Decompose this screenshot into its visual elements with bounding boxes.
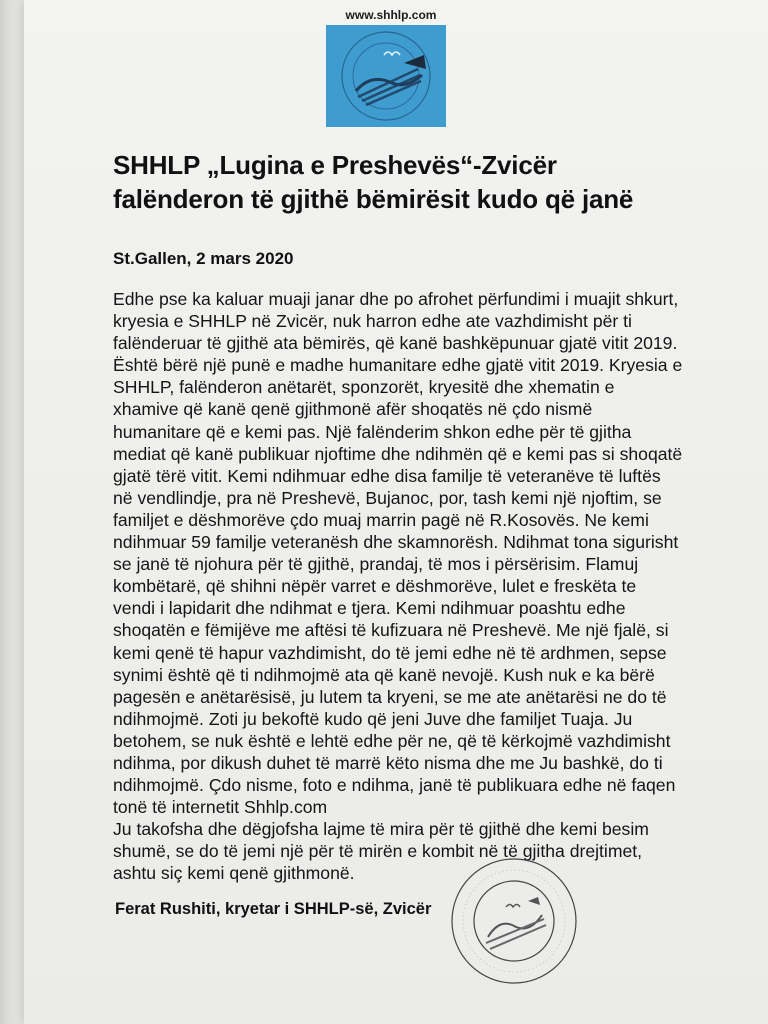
website-url: www.shhlp.com (345, 8, 437, 22)
title-line-2: falënderon të gjithë bëmirësit kudo që janë (113, 184, 634, 214)
body-line: synimi është që ti ndihmojmë ata që kanë nevojë. Kush nuk e ka bërë (113, 664, 655, 685)
signature-line: Ferat Rushiti, kryetar i SHHLP-së, Zvicër (115, 900, 432, 918)
letter-body (113, 288, 753, 885)
body-line: vendi i lapidarit dhe ndihmat e tjera. Kemi ndihmuar poashtu edhe (113, 598, 626, 619)
body-line: kombëtarë, që shihni nëpër varret e dëshmorëve, lulet e freskëta te (113, 576, 637, 597)
body-line: ndihma, por dikush duhet të marrë këto nisma dhe me Ju bashkë, do ti (113, 752, 663, 773)
body-line: shoqatën e fëmijëve me aftësi të kufizuara në Preshevë. Me një fjalë, si (113, 620, 669, 641)
body-line: ndihmojmë. Zoti ju bekoftë kudo që jeni Juve dhe familjet Tuaja. Ju (113, 708, 633, 729)
body-line: betohem, se nuk është e lehtë edhe për ne, që të kërkojmë vazhdimisht (113, 730, 671, 751)
page-title (113, 148, 733, 216)
body-line: ndihmojmë. Çdo nisme, foto e ndihma, janë të publikuara edhe në faqen (113, 775, 676, 796)
body-line: Është bërë një punë e madhe humanitare edhe gjatë vitit 2019. Kryesia e (113, 355, 683, 376)
body-line: Ju takofsha dhe dëgjofsha lajme të mira për të gjithë dhe kemi besim (113, 819, 649, 840)
body-line: tonë të internetit Shhlp.com (113, 797, 328, 818)
body-line: xhamive që kanë qenë gjithmonë afër shoqatës në çdo nismë (113, 399, 593, 420)
body-line: falënderuar të gjithë ata bëmirës, që kanë bashkëpunuar gjatë vitit 2019. (113, 333, 678, 354)
body-line: humanitare që e kemi pas. Një falënderim shkon edhe për të gjitha (113, 421, 632, 442)
body-line: se janë të njohura për të gjithë, prandaj, të mos i përsërisim. Flamuj (113, 554, 639, 575)
body-line: mediat që kanë publikuar njoftime dhe ndihmën që e kemi pas si shoqatë (113, 443, 683, 464)
association-seal (448, 855, 580, 987)
body-line: familjet e dëshmorëve çdo muaj marrin pagë në R.Kosovës. Ne kemi (113, 509, 649, 530)
body-line: Edhe pse ka kaluar muaji janar dhe po afrohet përfundimi i muajit shkurt, (113, 289, 679, 309)
body-line: ndihmuar 59 familje veteranësh dhe skamnorësh. Ndihmat tona sigurisht (113, 532, 679, 553)
body-line: pagesën e anëtarësisë, ju lutem ta kryeni, se me ate anëtarësi ne do të (113, 686, 667, 707)
dateline: St.Gallen, 2 mars 2020 (113, 249, 294, 268)
body-line: kryesia e SHHLP në Zvicër, nuk harron edhe ate vazhdimisht për ti (113, 311, 632, 332)
body-line: gjatë tërë vitit. Kemi ndihmuar edhe disa familje të veteranëve të luftës (113, 465, 661, 486)
body-line: SHHLP, falënderon anëtarët, sponzorët, kryesitë dhe xhematin e (113, 377, 615, 398)
body-line: në vendlindje, pra në Preshevë, Bujanoc, por, tash kemi një njoftim, se (113, 487, 662, 508)
body-line: shumë, se do të jemi një për të mirën e kombit në të gjitha drejtimet, (113, 841, 643, 862)
title-line-1: SHHLP „Lugina e Preshevës“-Zvicër (113, 150, 557, 180)
body-line: kemi qenë të hapur vazhdimisht, do të jemi edhe në të ardhmen, sepse (113, 642, 667, 663)
association-logo (326, 25, 446, 127)
body-line: ashtu siç kemi qenë gjithmonë. (113, 863, 355, 884)
